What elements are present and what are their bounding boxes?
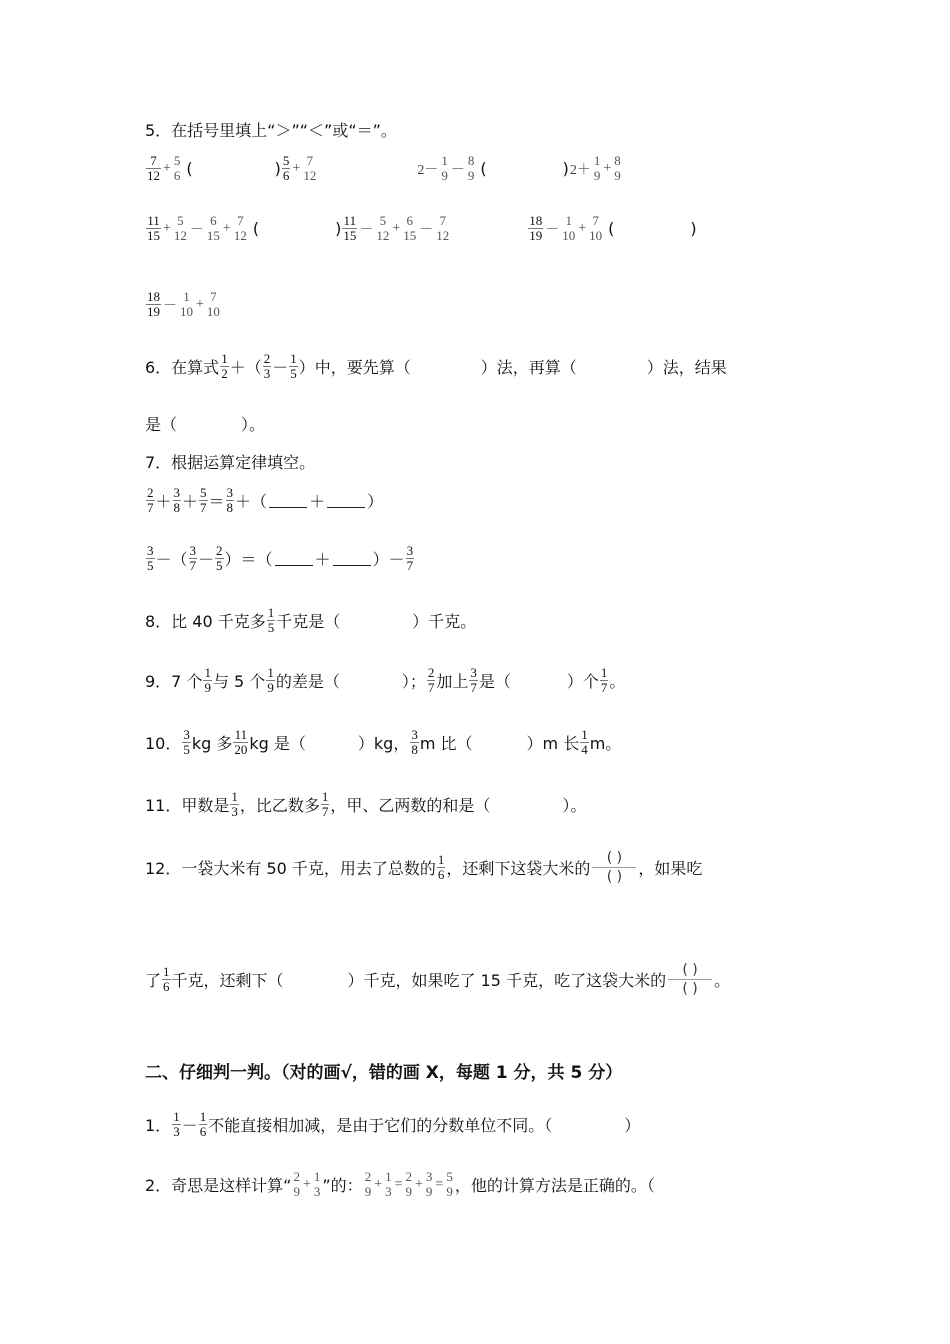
q7-line2: $\frac{3}{5}$ －（ $\frac{3}{7}$ － $\frac{2}{5}$ ）＝（ ＋ ）－ $\frac{3}{7}$ — [147, 543, 414, 573]
q9: 9．7 个 $\frac{1}{9}$ 与 5 个 $\frac{1}{9}$ 的差是（ ）； $\frac{2}{7}$ 加上 $\frac{3}{7}$ 是（ ）个 $\frac{1}{7}$ 。 — [145, 665, 626, 695]
judge-2: 2．奇思是这样计算“ 2 9 + 1 3 ”的： 2 9 + 1 3 = 2 9 + 3 9 = 5 9 ，他的计算方法是正确的。（ — [145, 1169, 655, 1199]
q8: 8．比 40 千克多 $\frac{1}{5}$ 千克是（ ）千克。 — [145, 605, 477, 635]
q5-title: 5．在括号里填上“＞”“＜”或“＝”。 — [145, 121, 397, 140]
blank[interactable] — [269, 493, 307, 508]
blank[interactable] — [275, 551, 313, 566]
q7-line1: $\frac{2}{7}$ ＋ $\frac{3}{8}$ ＋ $\frac{5}{7}$ ＝ $\frac{3}{8}$ ＋（ ＋ ） — [147, 485, 384, 515]
blank[interactable] — [327, 493, 365, 508]
q12-line1: 12．一袋大米有 50 千克，用去了总数的 $\frac{1}{6}$ ，还剩下这袋大米的 ( ) ( ) ，如果吃 — [145, 850, 703, 885]
blank[interactable] — [333, 551, 371, 566]
blank-fraction[interactable]: ( ) ( ) — [668, 962, 712, 997]
q11: 11．甲数是 $\frac{1}{3}$ ，比乙数多 $\frac{1}{7}$ ，甲、乙两数的和是（ ）。 — [145, 789, 587, 819]
q5-row1: $\frac{7}{12}$ + 5 6 ( ) $\frac{5}{6}$ + 7 12 2－ 1 9 － 8 9 ( ) 2＋ 1 9 + 8 9 — [147, 153, 621, 183]
q5-row2: $\frac{11}{15}$ + 5 12 － 6 15 + 7 12 ( ) $\frac{11}{15}$ － 5 12 + 6 15 － 7 12 $\frac{18}{19}$ － 1 10 + 7 10 ( ) — [147, 213, 697, 243]
fraction: 7 12 — [303, 153, 317, 183]
fraction: 8 9 — [614, 153, 621, 183]
fraction: $\frac{5}{6}$ — [282, 153, 290, 183]
q12-line2: 了 $\frac{1}{6}$ 千克，还剩下（ ）千克，如果吃了 15 千克，吃了这袋大米的 ( ) ( ) 。 — [145, 962, 731, 997]
fraction: 8 9 — [467, 153, 475, 183]
section2-heading: 二、仔细判一判。（对的画√，错的画 X，每题 1 分，共 5 分） — [145, 1063, 623, 1083]
fraction: 5 6 — [173, 153, 181, 183]
fraction: 1 9 — [593, 153, 601, 183]
q7-title: 7．根据运算定律填空。 — [145, 453, 316, 472]
q6-line2: 是（ ）。 — [145, 415, 266, 434]
q5-row3: $\frac{18}{19}$ － 1 10 + 7 10 — [147, 289, 220, 319]
fraction: 1 9 — [441, 153, 448, 183]
q6-line1: 6．在算式 $\frac{1}{2}$ ＋（ $\frac{2}{3}$ － $\frac{1}{5}$ ）中，要先算（ ）法，再算（ ）法，结果 — [145, 351, 727, 381]
q10: 10． $\frac{3}{5}$ kg 多 $\frac{11}{20}$ kg 是（ ）kg， $\frac{3}{8}$ m 比（ ）m 长 $\frac{1}{4}$ m。 — [145, 727, 622, 757]
fraction: $\frac{7}{12}$ — [147, 153, 160, 183]
blank-fraction[interactable]: ( ) ( ) — [592, 850, 636, 885]
judge-1: 1． $\frac{1}{3}$ － $\frac{1}{6}$ 不能直接相加减，是由于它们的分数单位不同。（ ） — [145, 1109, 641, 1139]
